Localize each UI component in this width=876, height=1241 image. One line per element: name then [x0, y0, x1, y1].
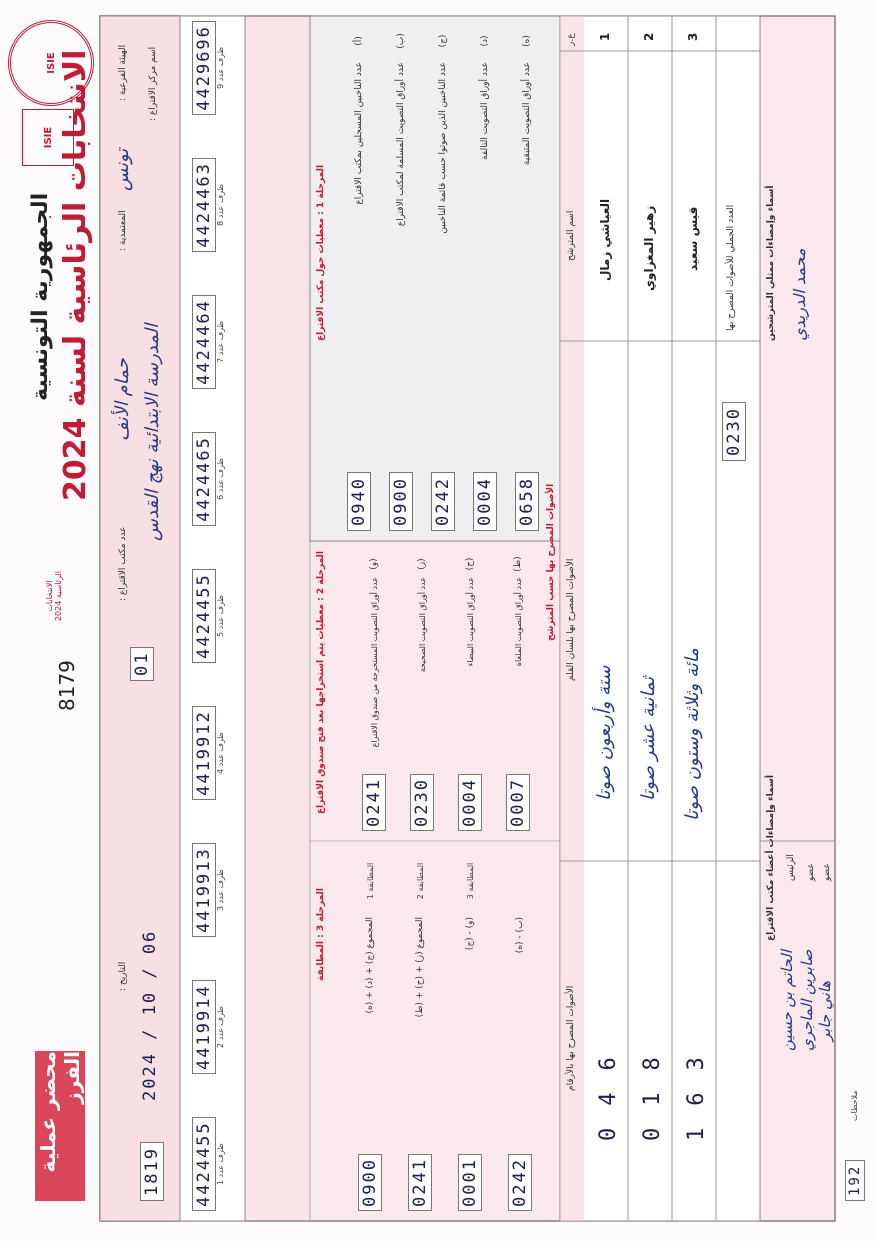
stage3-row	[445, 851, 495, 1211]
candidate-name: زهير المغزاوي	[642, 205, 656, 291]
stage3-table	[345, 851, 545, 1211]
stage1-row	[338, 26, 380, 531]
country-title: الجمهورية التونسية	[28, 192, 53, 401]
total-label: العدد الجملي للأصوات المصرح بها	[726, 204, 736, 331]
envelope-code-label: ظرف عدد 2	[216, 1006, 225, 1049]
stage2-row-label: عدد أوراق التصويت الملغاة	[513, 577, 523, 667]
stage2-row-code: (ح)	[465, 557, 475, 571]
envelope-code-label: ظرف عدد 6	[216, 458, 225, 500]
envelope-code-value: 4419912	[192, 706, 216, 800]
stage1-row-value: 0004	[473, 472, 497, 531]
delegation-value: حمام الأنف	[112, 358, 133, 441]
results-col-votes: الأصوات المصرح بها بالأرقام	[566, 985, 576, 1091]
isie-logo-text: ISIE	[42, 126, 54, 149]
stage2-row-code: (ز)	[417, 558, 427, 570]
candidate-votes: 046	[596, 1035, 621, 1141]
region-label: الهيئة الفرعية :	[118, 44, 128, 101]
stage2-table	[350, 551, 542, 831]
candidate-number: 3	[686, 32, 700, 41]
stage2-row-label: عدد أوراق التصويت الصحيحة	[417, 577, 427, 673]
candidate-name: قيس سعيد	[686, 206, 700, 271]
stage3-row-value: 0900	[358, 1154, 382, 1211]
envelope-code	[192, 21, 242, 115]
envelope-code-value: 4424455	[192, 1117, 216, 1211]
envelope-code-value: 4424455	[192, 569, 216, 663]
stage3-row-value: 0001	[458, 1154, 482, 1211]
stage1-row-label: عدد أوراق التصويت المتبقية	[522, 62, 532, 166]
candidate-row	[586, 16, 630, 1221]
results-heading: الأصوات المصرح بها حسب المترشح	[546, 483, 556, 641]
stage1-row-label: عدد أوراق التصويت المسلمة لمكتب الاقتراع	[396, 62, 406, 227]
envelope-code-label: ظرف عدد 7	[216, 321, 225, 363]
envelope-code	[192, 1117, 242, 1211]
stamp-text: ISIE	[45, 52, 57, 74]
stage3-row-check: المطابقة 3	[465, 862, 475, 900]
envelope-code-value: 4419914	[192, 980, 216, 1074]
envelope-code	[192, 432, 242, 526]
stage2-row	[350, 551, 398, 831]
stage1-table	[338, 26, 548, 531]
stage1-row	[506, 26, 548, 531]
office-value: 01	[130, 647, 154, 681]
candidate-votes-words: ستة وأربعون صوتا	[594, 665, 615, 801]
stage1-row-value: 0940	[347, 472, 371, 531]
stage1-row	[380, 26, 422, 531]
stage3-row-label: المجموع (ج) + (د) + (ه)	[365, 917, 375, 1014]
member-label-1: عضو	[806, 863, 816, 881]
stage3-row-check: المطابقة 2	[415, 862, 425, 900]
stage1-row-code: (أ)	[354, 36, 364, 46]
delegation-label: المعتمدية :	[118, 210, 128, 251]
envelope-code	[192, 706, 242, 800]
envelope-code-label: ظرف عدد 3	[216, 869, 225, 912]
results-rows	[586, 16, 718, 1221]
signer-name-1: الحاتم بن حسين	[778, 950, 796, 1051]
envelope-code	[192, 295, 242, 389]
candidate-row	[674, 16, 718, 1221]
stage2-row	[398, 551, 446, 831]
results-col-words: الأصوات المصرح بها بلسان القلم	[566, 558, 576, 681]
election-title: الانتخابات الرئاسية لسنة 2024	[58, 49, 93, 501]
stage2-row-code: (و)	[369, 558, 379, 570]
election-logo	[45, 566, 90, 626]
envelope-code-label: ظرف عدد 8	[216, 184, 225, 226]
candidate-votes: 163	[684, 1035, 709, 1141]
stage2-row	[494, 551, 542, 831]
center-value: المدرسة الابتدائية نهج القدس	[142, 323, 163, 541]
signer-name-2: صابرين الماجري	[798, 949, 816, 1051]
candidate-number: 2	[642, 32, 656, 41]
stage1-row-code: (ب)	[396, 33, 406, 49]
total-value: 0230	[722, 402, 746, 461]
stage3-row	[395, 851, 445, 1211]
stage3-row	[495, 851, 545, 1211]
envelope-code-value: 4424463	[192, 158, 216, 252]
results-col-candidate: اسم المترشح	[566, 210, 576, 261]
stage3-row-label: (و) - (ج)	[465, 917, 475, 951]
candidate-votes-words: مائة وثلاثة وستون صوتا	[682, 648, 703, 821]
stage3-row-check: المطابقة 1	[365, 862, 375, 900]
candidate-number: 1	[598, 32, 612, 41]
signatures-heading: أسماء وإمضاءات أعضاء مكتب الاقتراع	[766, 775, 776, 941]
signer-name-3: هاني جابر	[816, 980, 834, 1041]
stage2-row	[446, 551, 494, 831]
candidate-name: العياشي زمال	[598, 198, 612, 281]
stage1-row-value: 0900	[389, 472, 413, 531]
stage2-row-value: 0004	[458, 774, 482, 831]
stage3-row-label: المجموع (ز) + (ح) + (ط)	[415, 917, 425, 1018]
stage3-row	[345, 851, 395, 1211]
observers-heading: أسماء وإمضاءات ممثلي المترشحين	[766, 185, 776, 341]
stage3-row-value: 0242	[508, 1154, 532, 1211]
stage3-heading: المرحلة 3 : المطابقة	[316, 888, 326, 981]
stage2-row-value: 0007	[506, 774, 530, 831]
stage1-row-code: (ه)	[522, 35, 532, 47]
envelope-code-value: 4429696	[192, 21, 216, 115]
center-label: اسم مركز الاقتراع :	[148, 46, 158, 121]
date-value: 2024 / 10 / 06	[140, 929, 160, 1101]
envelope-code	[192, 158, 242, 252]
envelope-code	[192, 569, 242, 663]
president-label: الرئيس	[786, 854, 796, 881]
envelope-code-label: ظرف عدد 5	[216, 595, 225, 637]
envelope-code-value: 4424465	[192, 432, 216, 526]
envelope-code-value: 4424464	[192, 295, 216, 389]
envelope-code	[192, 843, 242, 937]
envelope-code-value: 4419913	[192, 843, 216, 937]
observer-name: محمد الدريدي	[790, 248, 809, 341]
stage1-row-value: 0658	[515, 472, 539, 531]
stage2-row-value: 0230	[410, 774, 434, 831]
stage1-row-label: عدد أوراق التصويت التالفة	[480, 62, 490, 160]
stage1-row	[464, 26, 506, 531]
page-number: 192	[845, 1160, 865, 1201]
doc-title: محضر عملية الفرز	[36, 1051, 84, 1173]
envelope-code	[192, 980, 242, 1074]
office-label: عدد مكتب الاقتراع :	[118, 526, 128, 601]
envelope-codes	[192, 21, 242, 1211]
candidate-votes-words: ثمانية عشر صوتا	[638, 676, 659, 801]
stage2-row-code: (ط)	[513, 556, 523, 572]
serial-number: 8179	[55, 660, 79, 711]
footer-notes: ملاحظات	[850, 1090, 859, 1121]
stage1-row-label: عدد الناخبين الذين صوتوا حسب قائمة الناخبين	[438, 62, 448, 234]
stage1-heading: المرحلة 1 : معطيات حول مكتب الاقتراع	[316, 164, 326, 341]
office-code: 1819	[140, 1142, 164, 1201]
stage2-row-label: عدد أوراق التصويت البيضاء	[465, 577, 475, 667]
envelope-code-label: ظرف عدد 9	[216, 47, 225, 89]
stage1-row-code: (ج)	[438, 34, 448, 48]
member-label-2: عضو	[822, 863, 832, 881]
stage2-row-label: عدد أوراق التصويت المستخرجة من صندوق الاقتراع	[369, 577, 379, 748]
doc-title-banner	[35, 1051, 85, 1201]
stage3-row-value: 0241	[408, 1154, 432, 1211]
stage1-row	[422, 26, 464, 531]
envelope-code-label: ظرف عدد 1	[216, 1143, 225, 1186]
envelope-code-label: ظرف عدد 4	[216, 732, 225, 774]
stage3-row-label: (ب) - (ه)	[515, 917, 525, 954]
stage1-row-code: (د)	[480, 35, 490, 47]
election-logo-text: الانتخابات الرئاسية 2024	[45, 570, 63, 622]
results-col-number: ع.ر	[566, 33, 576, 46]
stage2-heading: المرحلة 2 : معطيات يتم استخراجها بعد فتح صندوق الاقتراع	[316, 551, 326, 815]
candidate-row	[630, 16, 674, 1221]
candidate-votes: 018	[640, 1035, 665, 1141]
date-label: التاريخ :	[118, 961, 128, 991]
stage1-row-value: 0242	[431, 472, 455, 531]
stage1-row-label: عدد الناخبين المسجلين بمكتب الاقتراع	[354, 62, 364, 205]
region-value: تونس	[112, 148, 133, 191]
stage2-row-value: 0241	[362, 774, 386, 831]
